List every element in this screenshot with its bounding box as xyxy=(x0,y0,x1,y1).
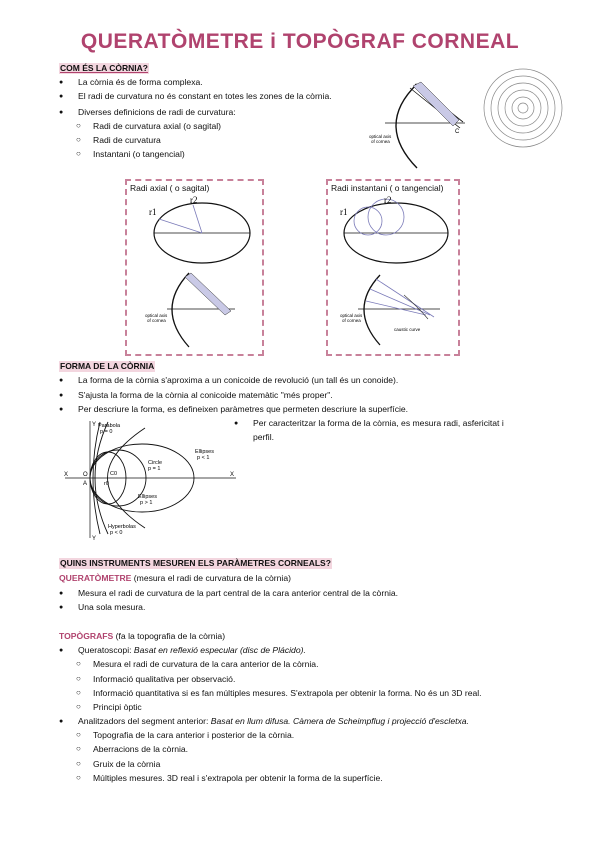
list-item: ● Diverses definicions de radi de curvatura: xyxy=(78,107,236,118)
x-axis-label: X xyxy=(64,472,69,478)
list-item: ○ Radi de curvatura xyxy=(93,135,161,146)
x-axis-label: X xyxy=(230,472,235,478)
keratometer-title: QUERATÒMETRE xyxy=(59,573,132,583)
list-item xyxy=(78,716,469,727)
list-item: ○ Instantani (o tangencial) xyxy=(93,149,185,160)
keratometer-line xyxy=(59,573,291,584)
r0-label: r0 xyxy=(104,481,109,487)
r1-label: r1 xyxy=(149,207,157,217)
list-item: ● La còrnia és de forma complexa. xyxy=(78,77,203,88)
list-item: ● S'ajusta la forma de la còrnia al conicoide matemàtic "més proper". xyxy=(78,390,333,401)
conic-sections-figure xyxy=(60,418,240,543)
topographs-desc: (fa la topografia de la còrnia) xyxy=(113,631,226,641)
list-item: ● Per descriure la forma, es defineixen paràmetres que permeten descriure la superfície. xyxy=(78,404,408,415)
list-item: ○ Múltiples mesures. 3D real i s'extrapola per obtenir la forma de la superfície. xyxy=(93,773,383,784)
section-heading-cornea: COM ÉS LA CÒRNIA? xyxy=(60,63,148,73)
parabola-label: Parabola xyxy=(98,423,121,429)
cornea-axis-figure xyxy=(355,80,470,170)
ellipses-p: p < 1 xyxy=(197,455,210,461)
ellipses-label: Ellipses xyxy=(195,449,214,455)
keratoscope-label: Queratoscopi: xyxy=(78,645,134,655)
list-item-continuation: perfil. xyxy=(253,432,275,442)
box-caption: Radi axial ( o sagital) xyxy=(130,183,210,193)
y-axis-label: Y xyxy=(92,422,97,428)
list-item: ○ Informació quantitativa si es fan múltiples mesures. S'extrapola per obtenir la forma. No és un 3D real. xyxy=(93,688,482,699)
list-item: ○ Informació qualitativa per observació. xyxy=(93,674,235,685)
page-title: QUERATÒMETRE i TOPÒGRAF CORNEAL xyxy=(80,30,520,53)
list-item: ● El radi de curvatura no és constant en totes les zones de la còrnia. xyxy=(78,91,332,102)
box-caption: Radi instantani ( o tangencial) xyxy=(331,183,444,193)
r2-label: r2 xyxy=(190,195,198,205)
axis-label: of cornea xyxy=(342,318,361,323)
list-item: ○ Topografia de la cara anterior i posterior de la còrnia. xyxy=(93,730,294,741)
list-item: ● Mesura el radi de curvatura de la part central de la cara anterior central de la còrnia. xyxy=(78,588,398,599)
section-heading-shape: FORMA DE LA CÒRNIA xyxy=(60,361,155,371)
origin-label: O xyxy=(83,472,88,478)
list-item: ○ Principi òptic xyxy=(93,702,142,713)
list-item: ● Per caracteritzar la forma de la còrnia, es mesura radi, asfericitat i xyxy=(253,418,504,429)
axis-label: optical axis xyxy=(369,134,392,139)
list-item: ○ Aberracions de la còrnia. xyxy=(93,744,188,755)
axis-label: optical axis xyxy=(340,313,363,318)
axial-radius-box xyxy=(125,179,264,356)
axis-label: optical axis xyxy=(145,313,168,318)
list-item xyxy=(78,645,306,656)
instantaneous-radius-box xyxy=(326,179,460,356)
r2-label: r2 xyxy=(384,195,392,205)
caustic-label: caustic curve xyxy=(394,327,421,332)
topographs-title: TOPÒGRAFS xyxy=(59,631,114,641)
instantaneous-radius-figure xyxy=(328,191,458,354)
center-label: C xyxy=(455,129,460,135)
axis-label: of cornea xyxy=(147,318,166,323)
ellipses-p: p > 1 xyxy=(140,500,153,506)
y-axis-label: Y xyxy=(92,536,97,542)
section-heading-instruments: QUINS INSTRUMENTS MESUREN ELS PARÀMETRES CORNEALS? xyxy=(60,558,331,568)
list-item: ● Una sola mesura. xyxy=(78,602,145,613)
circle-p: p = 1 xyxy=(148,466,161,472)
axis-label: of cornea xyxy=(371,139,390,144)
analyzer-label: Analitzadors del segment anterior: xyxy=(78,716,211,726)
keratoscope-desc: Basat en reflexió especular (disc de Plácido). xyxy=(133,645,306,655)
circle-label: Circle xyxy=(148,460,163,466)
list-item: ○ Mesura el radi de curvatura de la cara anterior de la còrnia. xyxy=(93,659,318,670)
c0-label: C0 xyxy=(110,471,118,477)
hyperbolas-p: p < 0 xyxy=(110,530,123,536)
list-item: ● La forma de la còrnia s'aproxima a un conicoide de revolució (un tall és un conoide). xyxy=(78,375,398,386)
placido-disc-icon xyxy=(482,67,564,149)
list-item: ○ Gruix de la còrnia xyxy=(93,759,160,770)
analyzer-desc: Basat en llum difusa. Càmera de Scheimpflug i projecció d'escletxa. xyxy=(210,716,469,726)
hyperbolas-label: Hyperbolas xyxy=(108,524,136,530)
keratometer-desc: (mesura el radi de curvatura de la còrnia) xyxy=(131,573,291,583)
axial-radius-figure xyxy=(127,191,262,354)
list-item: ○ Radi de curvatura axial (o sagital) xyxy=(93,121,221,132)
parabola-p: p = 0 xyxy=(100,429,113,435)
topographs-line xyxy=(59,631,225,642)
r1-label: r1 xyxy=(340,207,348,217)
point-a-label: A xyxy=(83,481,88,487)
ellipses-label: Ellipses xyxy=(138,494,157,500)
